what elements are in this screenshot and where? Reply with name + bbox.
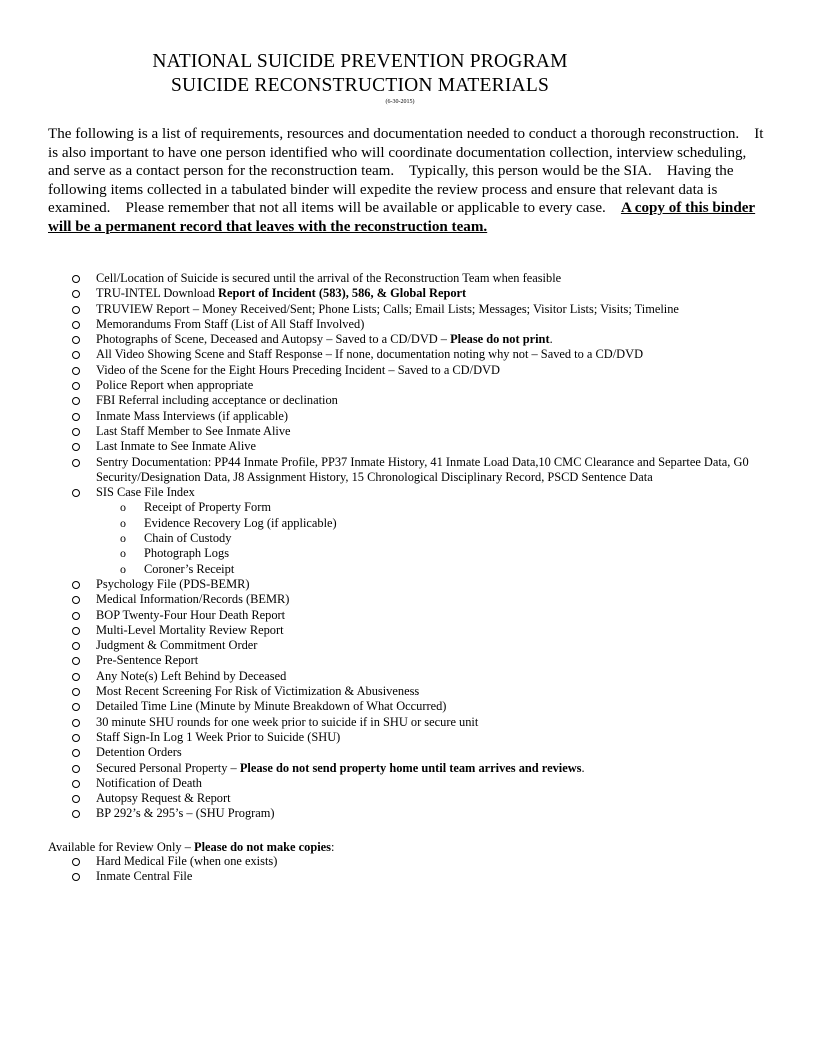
circle-bullet-icon (72, 749, 80, 757)
list-item-emphasis: Please do not print (450, 332, 550, 347)
circle-bullet-icon (72, 627, 80, 635)
list-item (0, 363, 816, 378)
circle-bullet-icon (72, 443, 80, 451)
circle-bullet-icon (72, 858, 80, 866)
hollow-bullet-icon: o (120, 531, 126, 546)
list-item (0, 715, 816, 730)
circle-bullet-icon (72, 306, 80, 314)
review-label-bold: Please do not make copies (194, 840, 331, 854)
circle-bullet-icon (72, 642, 80, 650)
circle-bullet-icon (72, 734, 80, 742)
circle-bullet-icon (72, 688, 80, 696)
list-item-text: Cell/Location of Suicide is secured until the arrival of the Reconstruction Team when feasible (96, 271, 562, 285)
circle-bullet-icon (72, 351, 80, 359)
circle-bullet-icon (72, 459, 80, 467)
page-title-line-1: NATIONAL SUICIDE PREVENTION PROGRAM (152, 51, 568, 72)
list-item-text: Sentry Documentation: PP44 Inmate Profile, PP37 Inmate History, 41 Inmate Load Data,10 CMC Clearance and Separtee Data, G0 Security/Designation Data, J8 Assignment History, 15 Chronological Disciplinary Record, PSCD Sentence Data (96, 454, 749, 484)
list-item (0, 730, 816, 745)
list-item-text: Most Recent Screening For Risk of Victimization & Abusiveness (96, 684, 420, 699)
circle-bullet-icon (72, 413, 80, 421)
circle-bullet-icon (72, 657, 80, 665)
circle-bullet-icon (72, 336, 80, 344)
circle-bullet-icon (72, 581, 80, 589)
review-only-label (48, 840, 334, 855)
list-item-text: Judgment & Commitment Order (96, 638, 258, 653)
circle-bullet-icon (72, 428, 80, 436)
circle-bullet-icon (72, 321, 80, 329)
sublist-item-text: Coroner’s Receipt (144, 561, 235, 576)
circle-bullet-icon (72, 382, 80, 390)
list-item-text: Any Note(s) Left Behind by Deceased (96, 668, 287, 683)
circle-bullet-icon (72, 810, 80, 818)
circle-bullet-icon (72, 719, 80, 727)
list-item-text: Last Inmate to See Inmate Alive (96, 439, 256, 454)
list-item-text: Video of the Scene for the Eight Hours Preceding Incident – Saved to a CD/DVD (96, 362, 500, 377)
list-item (0, 623, 816, 638)
list-item-text: Multi-Level Mortality Review Report (96, 622, 284, 637)
list-item (0, 592, 816, 607)
list-item (0, 409, 816, 424)
sublist-item (96, 546, 766, 561)
list-item (0, 271, 816, 286)
circle-bullet-icon (72, 673, 80, 681)
list-item-text: Hard Medical File (when one exists) (96, 854, 278, 868)
circle-bullet-icon (72, 290, 80, 298)
circle-bullet-icon (72, 612, 80, 620)
review-label-after: : (331, 840, 335, 854)
circle-bullet-icon (72, 703, 80, 711)
list-item-text: FBI Referral including acceptance or declination (96, 393, 338, 408)
list-item-text: Medical Information/Records (BEMR) (96, 592, 290, 607)
list-item (0, 332, 816, 347)
sis-case-file-sublist (96, 500, 766, 576)
list-item-text: Last Staff Member to See Inmate Alive (96, 423, 291, 438)
sublist-item-text: Evidence Recovery Log (if applicable) (144, 515, 337, 530)
list-item (0, 684, 816, 699)
list-item (0, 638, 816, 653)
list-item-text: Photographs of Scene, Deceased and Autopsy – Saved to a CD/DVD – (96, 332, 451, 347)
list-item (0, 745, 816, 760)
list-item (0, 776, 816, 791)
list-item-text: Secured Personal Property – (96, 760, 240, 775)
list-item (0, 761, 816, 776)
review-label-text: Available for Review Only – (48, 840, 195, 854)
revision-date: (6-30-2015) (385, 99, 415, 105)
circle-bullet-icon (72, 780, 80, 788)
list-item (0, 439, 816, 454)
list-item (0, 806, 816, 821)
list-item-text: Inmate Mass Interviews (if applicable) (96, 408, 288, 423)
sublist-item-text: Receipt of Property Form (144, 500, 271, 515)
list-item-emphasis: Please do not send property home until team arrives and reviews (239, 760, 582, 775)
list-item (0, 424, 816, 439)
list-item-text: BOP Twenty-Four Hour Death Report (96, 607, 286, 622)
intro-paragraph (48, 125, 766, 236)
list-item (0, 699, 816, 714)
hollow-bullet-icon: o (120, 546, 126, 561)
list-item-text: BP 292’s & 295’s – (SHU Program) (96, 806, 275, 821)
list-item-text: Pre-Sentence Report (96, 653, 199, 668)
list-item (0, 791, 816, 806)
list-item (0, 347, 816, 362)
list-item-text: Staff Sign-In Log 1 Week Prior to Suicide (SHU) (96, 729, 341, 744)
list-item-text: Detention Orders (96, 745, 182, 760)
list-item (0, 669, 816, 684)
list-item (0, 577, 816, 592)
list-item (0, 317, 816, 332)
list-item (0, 485, 816, 577)
list-item (0, 869, 816, 884)
list-item-text: TRU-INTEL Download (96, 286, 219, 301)
sublist-item-text: Chain of Custody (144, 531, 232, 546)
intro-text: The following is a list of requirements, resources and documentation needed to conduct a thorough reconstruction. It is also important to have one person identified who will coordinate documentation collection, interview scheduling, and serve as a contact person for the reconstruction team. Typically, this person would be the SIA. Having the following items collected in a tabulated binder will expedite the review process and ensure that relevant data is examined. Please remember that not all items will be available or applicable to every case. (48, 126, 764, 216)
circle-bullet-icon (72, 397, 80, 405)
sublist-item (96, 562, 766, 577)
list-item (0, 302, 816, 317)
list-item-text: All Video Showing Scene and Staff Response – If none, documentation noting why not – Saved to a CD/DVD (96, 347, 644, 362)
list-item-text: SIS Case File Index (96, 485, 195, 500)
circle-bullet-icon (72, 765, 80, 773)
list-item (0, 378, 816, 393)
list-item-text: TRUVIEW Report – Money Received/Sent; Phone Lists; Calls; Email Lists; Messages; Visitor Lists; Visits; Timeline (96, 301, 679, 316)
list-item-text: Notification of Death (96, 775, 202, 790)
list-item (0, 608, 816, 623)
list-item-suffix: . (581, 760, 585, 775)
intro-emphasis: A copy of this binder will be a permanent record that leaves with the reconstruction team. (48, 200, 756, 235)
list-item-emphasis: Report of Incident (583), 586, & Global Report (218, 286, 467, 301)
list-item-text: Inmate Central File (96, 869, 193, 884)
sublist-item (96, 500, 766, 515)
list-item-text: 30 minute SHU rounds for one week prior to suicide if in SHU or secure unit (96, 714, 479, 729)
list-item (0, 286, 816, 301)
hollow-bullet-icon: o (120, 500, 126, 515)
list-item-text: Memorandums From Staff (List of All Staff Involved) (96, 316, 365, 331)
circle-bullet-icon (72, 489, 80, 497)
list-item (0, 455, 816, 486)
list-item-suffix: . (549, 332, 553, 347)
circle-bullet-icon (72, 275, 80, 283)
review-only-list (0, 854, 816, 885)
list-item-text: Autopsy Request & Report (96, 791, 231, 806)
page-title-line-2: SUICIDE RECONSTRUCTION MATERIALS (171, 75, 549, 96)
hollow-bullet-icon: o (120, 515, 126, 530)
requirements-list (0, 271, 816, 822)
circle-bullet-icon (72, 873, 80, 881)
circle-bullet-icon (72, 795, 80, 803)
sublist-item (96, 516, 766, 531)
circle-bullet-icon (72, 367, 80, 375)
list-item-text: Detailed Time Line (Minute by Minute Breakdown of What Occurred) (96, 699, 447, 714)
sublist-item (96, 531, 766, 546)
sublist-item-text: Photograph Logs (144, 546, 230, 561)
list-item (0, 854, 816, 869)
list-item (0, 393, 816, 408)
hollow-bullet-icon: o (120, 561, 126, 576)
circle-bullet-icon (72, 596, 80, 604)
list-item (0, 653, 816, 668)
list-item-text: Psychology File (PDS-BEMR) (96, 576, 250, 591)
list-item-text: Police Report when appropriate (96, 378, 254, 393)
